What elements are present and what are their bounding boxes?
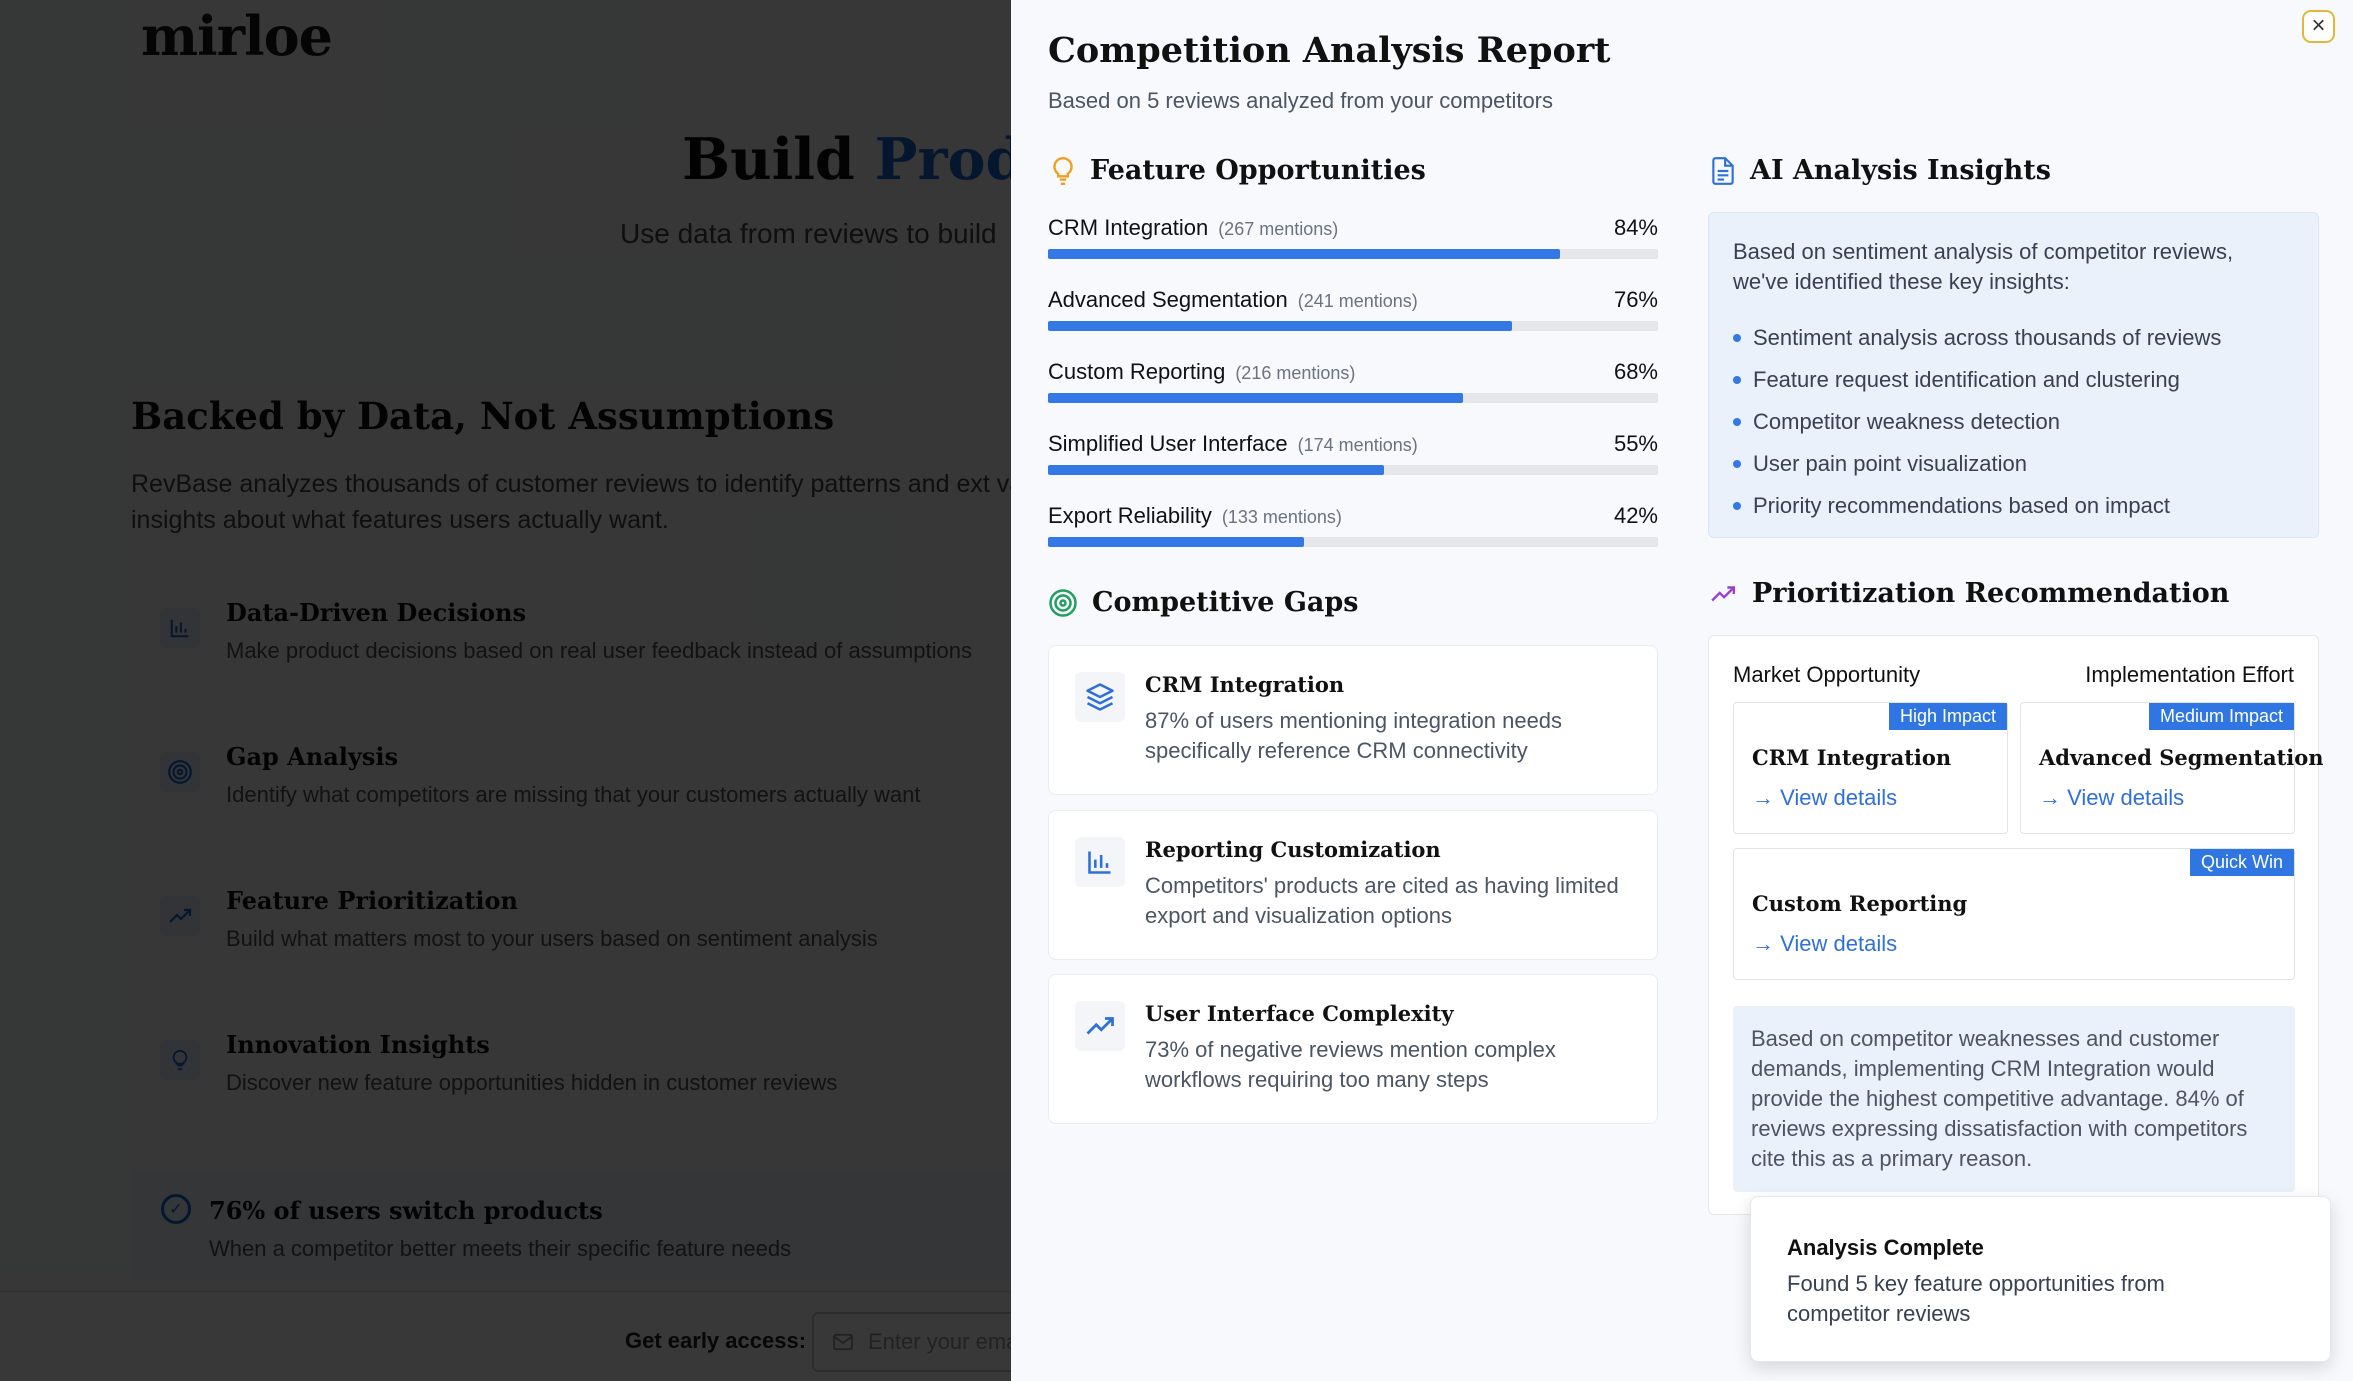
feature-percent: 55% [1613, 431, 1658, 456]
feature-percent: 68% [1613, 359, 1658, 384]
arrow-right-icon: → [1752, 785, 1781, 810]
prioritization-heading [1708, 578, 2229, 609]
feature-row[interactable] [1048, 287, 1658, 347]
priority-card-title: CRM Integration [1752, 745, 1952, 770]
heading-text: Feature Opportunities [1090, 155, 1426, 186]
implementation-effort-label: Implementation Effort [2085, 662, 2294, 687]
view-details-link[interactable] [1752, 931, 1897, 957]
gap-title: CRM Integration [1145, 672, 1345, 697]
progress-track [1048, 465, 1658, 475]
progress-fill [1048, 249, 1560, 259]
feature-row[interactable] [1048, 503, 1658, 563]
market-opportunity-label: Market Opportunity [1733, 662, 1921, 687]
feature-name: Advanced Segmentation [1048, 287, 1288, 312]
progress-fill [1048, 465, 1384, 475]
arrow-right-icon: → [1752, 931, 1781, 956]
progress-fill [1048, 393, 1463, 403]
lightbulb-icon [1050, 156, 1076, 186]
gap-description: 73% of negative reviews mention complex workflows requiring too many steps [1145, 1037, 1556, 1092]
toast-message: Found 5 key feature opportunities from competitor reviews [1787, 1271, 2165, 1326]
feature-mentions: (241 mentions) [1297, 291, 1418, 311]
feature-name: Custom Reporting [1048, 359, 1226, 384]
progress-track [1048, 321, 1658, 331]
prioritization-box [1708, 635, 2324, 1215]
priority-card[interactable] [1733, 848, 2295, 980]
feature-mentions: (216 mentions) [1235, 363, 1356, 383]
insight-bullet: Competitor weakness detection [1733, 401, 2221, 443]
competitive-gaps-heading [1048, 587, 1358, 618]
progress-fill [1048, 321, 1512, 331]
gap-card[interactable] [1048, 810, 1658, 960]
feature-row[interactable] [1048, 431, 1658, 491]
gap-description: Competitors' products are cited as having limited export and visualization options [1145, 873, 1619, 928]
impact-badge: Medium Impact [2149, 703, 2294, 730]
layers-icon [1075, 672, 1125, 722]
bar-chart-icon [1075, 837, 1125, 887]
feature-percent: 76% [1613, 287, 1658, 312]
feature-name: Simplified User Interface [1048, 431, 1288, 456]
progress-fill [1048, 537, 1304, 547]
gap-title: Reporting Customization [1145, 837, 1441, 862]
impact-badge: Quick Win [2190, 849, 2294, 876]
insights-intro: Based on sentiment analysis of competitor reviews, we've identified these key insights: [1733, 239, 2234, 294]
feature-row[interactable] [1048, 359, 1658, 419]
gap-card[interactable] [1048, 974, 1658, 1124]
document-icon [1710, 156, 1736, 186]
trending-up-icon [1075, 1001, 1125, 1051]
feature-opportunities-heading [1050, 155, 1426, 186]
gap-description: 87% of users mentioning integration needs specifically reference CRM connectivity [1145, 708, 1563, 763]
feature-mentions: (133 mentions) [1221, 507, 1342, 527]
feature-name: CRM Integration [1048, 215, 1209, 240]
view-details-link[interactable] [2039, 785, 2184, 811]
heading-text: Prioritization Recommendation [1752, 578, 2230, 609]
feature-mentions: (174 mentions) [1297, 435, 1418, 455]
insight-bullet: Priority recommendations based on impact [1733, 485, 2221, 527]
panel-title: Competition Analysis Report [1048, 30, 1611, 71]
progress-track [1048, 393, 1658, 403]
gap-card[interactable] [1048, 645, 1658, 795]
modal-backdrop[interactable] [0, 0, 1011, 1381]
arrow-right-icon: → [2039, 785, 2068, 810]
insight-bullet: Sentiment analysis across thousands of reviews [1733, 317, 2221, 359]
ai-insights-box [1708, 212, 2319, 538]
feature-percent: 42% [1613, 503, 1658, 528]
ai-insights-heading [1710, 155, 2051, 186]
progress-track [1048, 537, 1658, 547]
feature-percent: 84% [1613, 215, 1658, 240]
link-text: View details [2067, 785, 2185, 810]
feature-mentions: (267 mentions) [1218, 219, 1339, 239]
heading-text: AI Analysis Insights [1750, 155, 2051, 186]
view-details-link[interactable] [1752, 785, 1897, 811]
priority-card-title: Custom Reporting [1752, 891, 1968, 916]
feature-name: Export Reliability [1048, 503, 1212, 528]
close-icon: × [2311, 12, 2326, 39]
toast-title: Analysis Complete [1787, 1235, 1984, 1260]
target-icon [1048, 588, 1078, 618]
insight-bullet: User pain point visualization [1733, 443, 2221, 485]
link-text: View details [1780, 785, 1898, 810]
link-text: View details [1780, 931, 1898, 956]
panel-subtitle: Based on 5 reviews analyzed from your competitors [1048, 88, 1554, 113]
feature-row[interactable] [1048, 215, 1658, 275]
priority-card-title: Advanced Segmentation [2039, 745, 2324, 770]
heading-text: Competitive Gaps [1092, 587, 1359, 618]
trending-up-icon [1708, 581, 1738, 607]
impact-badge: High Impact [1889, 703, 2007, 730]
toast-notification [1750, 1196, 2331, 1362]
progress-track [1048, 249, 1658, 259]
priority-card[interactable] [2020, 702, 2324, 834]
priority-card[interactable] [1733, 702, 2008, 834]
recommendation-text: Based on competitor weaknesses and customer demands, implementing CRM Integration would provide the highest competitive advantage. 84% of reviews expressing dissatisfaction with competitors cite this as a primary reason. [1733, 1006, 2295, 1192]
insight-bullet: Feature request identification and clustering [1733, 359, 2221, 401]
close-button[interactable] [2302, 10, 2335, 43]
gap-title: User Interface Complexity [1145, 1001, 1454, 1026]
insights-list [1733, 317, 2221, 527]
